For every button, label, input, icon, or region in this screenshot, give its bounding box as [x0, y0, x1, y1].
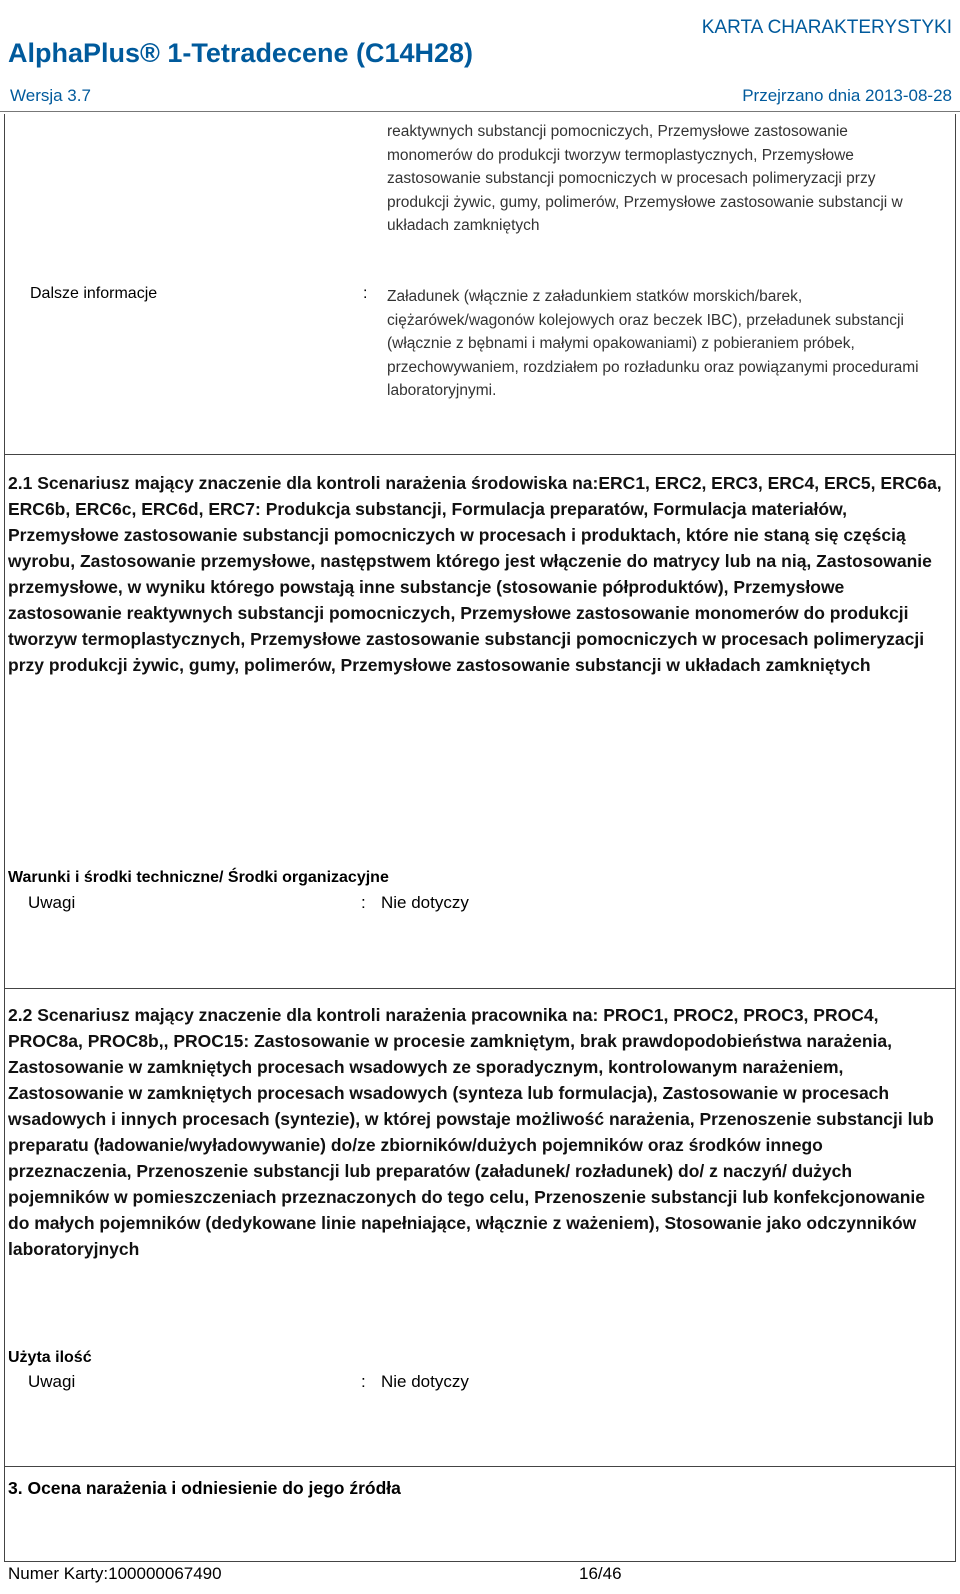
remarks-colon-2-1: : — [361, 893, 366, 912]
version: Wersja 3.7 — [10, 86, 91, 105]
divider — [4, 1466, 956, 1467]
product-title: AlphaPlus® 1-Tetradecene (C14H28) — [8, 38, 474, 68]
remarks-label-2-1: Uwagi — [28, 893, 76, 912]
further-info-label: Dalsze informacje — [30, 285, 158, 302]
scenario-2-1-heading: 2.1 Scenariusz mający znaczenie dla kontroli narażenia środowiska na:ERC1, ERC2, ERC3, ERC4, ERC5, ERC6a, ERC6b, ERC6c, ERC6d, ERC7: Produkcja substancji, Formulacja preparatów, Formulacja materiałów, Przemysłowe zastosowanie substancji pomocniczych w procesach i produktach, które nie staną się częścią wyrobu, Zastosowanie przemysłowe, następstwem którego jest włączenie do matrycy lub na nią, Zastosowanie przemysłowe, w wyniku którego powstają inne substancje (stosowanie półproduktów), Przemysłowe zastosowanie reaktywnych substancji pomocniczych, Przemysłowe zastosowanie monomerów do produkcji tworzyw termoplastycznych, Przemysłowe zastosowanie substancji pomocniczych w procesach polimeryzacji przy produkcji żywic, gumy, polimerów, Przemysłowe zastosowanie substancji w układach zamkniętych — [8, 473, 942, 675]
amount-heading: Użyta ilość — [8, 1349, 92, 1366]
further-info-value: Załadunek (włącznie z załadunkiem statków morskich/barek, ciężarówek/wagonów kolejowych oraz beczek IBC), przeładunek substancji (włącznie z bębnami i małymi opakowaniami) z pobieraniem próbek, przechowywaniem, rozdziałem po rozładunku oraz powiązanymi procedurami laboratoryjnymi. — [387, 288, 919, 399]
divider — [4, 988, 956, 989]
header-rule — [0, 111, 960, 112]
revision-date: Przejrzano dnia 2013-08-28 — [742, 86, 952, 105]
remarks-label-2-2: Uwagi — [28, 1372, 76, 1391]
further-info-colon: : — [363, 285, 368, 302]
doc-type: KARTA CHARAKTERYSTYKI — [701, 17, 952, 38]
scenario-2-2-heading: 2.2 Scenariusz mający znaczenie dla kontroli narażenia pracownika na: PROC1, PROC2, PROC3, PROC4, PROC8a, PROC8b,, PROC15: Zastosowanie w procesie zamkniętym, brak prawdopodobieństwa narażenia, Zastosowanie w zamkniętych procesach wsadowych ze sporadycznym, kontrolowanym narażeniem, Zastosowanie w zamkniętych procesach wsadowych (synteza lub formulacja), Zastosowanie w procesach wsadowych i innych procesach (syntezie), w której powstaje możliwość narażenia, Przenoszenie substancji lub preparatu (ładowanie/wyładowywanie) do/ze zbiorników/dużych pojemników oraz środków innego przeznaczenia, Przenoszenie substancji lub preparatów (załadunek/ rozładunek) do/ z naczyń/ dużych pojemników w pomieszczeniach przeznaczonych do tego celu, Przenoszenie substancji lub konfekcjonowanie do małych pojemników (dedykowane linie napełniające, włącznie z ważeniem), Stosowanie jako odczynników laboratoryjnych — [8, 1005, 934, 1259]
card-number: Numer Karty:100000067490 — [8, 1564, 222, 1583]
remarks-colon-2-2: : — [361, 1372, 366, 1391]
section-3-heading: 3. Ocena narażenia i odniesienie do jego źródła — [8, 1478, 401, 1498]
measures-heading: Warunki i środki techniczne/ Środki organizacyjne — [8, 869, 389, 886]
remarks-value-2-1: Nie dotyczy — [381, 893, 469, 912]
continuation-text: reaktywnych substancji pomocniczych, Przemysłowe zastosowanie monomerów do produkcji tworzyw termoplastycznych, Przemysłowe zastosowanie substancji pomocniczych w procesach polimeryzacji przy produkcji żywic, gumy, polimerów, Przemysłowe zastosowanie substancji w układach zamkniętych — [387, 123, 903, 234]
remarks-value-2-2: Nie dotyczy — [381, 1372, 469, 1391]
page-number: 16/46 — [579, 1564, 622, 1583]
